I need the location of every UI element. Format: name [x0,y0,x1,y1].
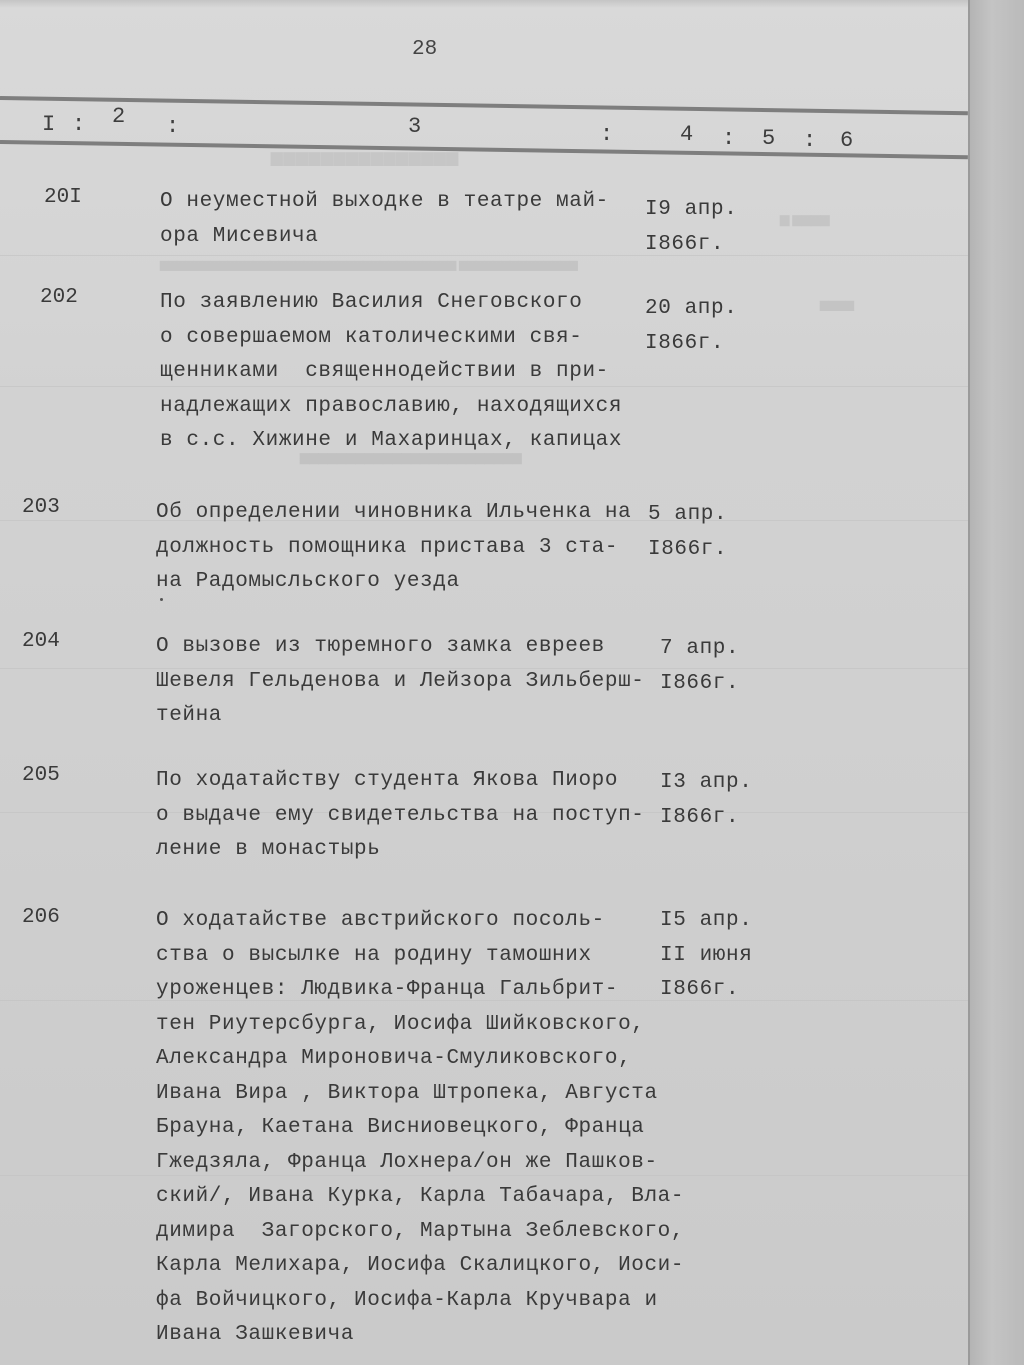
entry-number: 20I [44,186,82,209]
column-header-1: I [42,112,56,137]
entry-date: I3 апр. I866г. [660,771,753,829]
page-top-edge [0,0,968,8]
bleed-through-text: ▆▆▆▆▆▆▆▆▆▆▆▆▆▆▆ [270,149,459,166]
entry-date: 7 апр. I866г. [660,637,740,695]
entry-number: 203 [22,496,60,519]
header-rule-bottom [0,140,968,159]
header-rule-top [0,96,968,115]
ruling-line [0,255,968,256]
entry-description: По заявлению Василия Снеговского о совершаемом католическими свя- щенниками священнодействии в при- надлежащих православию, находящихся в с.с. Хижине и Махаринцах, капицах [160,291,623,452]
entry-description: По ходатайству студента Якова Пиоро о выдаче ему свидетельства на поступ- ление в монастырь [156,769,645,861]
column-separator: : [722,126,736,151]
entry-number: 205 [22,764,60,787]
entry-date: 5 апр. I866г. [648,503,728,561]
column-header-3: 3 [408,114,422,139]
entry-description: О неуместной выходке в театре май- ора Мисевича [160,190,609,248]
stray-mark [160,598,163,601]
column-separator: : [803,128,817,153]
column-separator: : [166,114,180,139]
entry-date: I5 апр. II июня I866г. [660,909,753,1001]
entry-description: Об определении чиновника Ильченка на должность помощника пристава 3 ста- на Радомысльского уезда [156,501,632,593]
entry-number: 204 [22,630,60,653]
column-header-6: 6 [840,128,854,153]
entry-date: I9 апр. I866г. [645,198,738,256]
entry-date: 20 апр. I866г. [645,297,738,355]
page-number: 28 [412,38,438,61]
entry-number: 202 [40,286,78,309]
binder-backing [970,0,1024,1365]
column-separator: : [600,122,614,147]
bleed-through-text: ▆▆▆▆ [820,299,854,311]
column-header-2: 2 [112,104,126,129]
entry-description: О ходатайстве австрийского посоль- ства о высылке на родину тамошних уроженцев: Людвика-Франца Гальбрит- тен Риутерсбурга, Иосифа Шийковского, Александра Мироновича-Смуликовского, Ивана Вира , Виктора Штропека, Августа Брауна, Каетана Висниовецкого, Франца Гжедзяла, Франца Лохнера/он же Пашков- ский/, Ивана Курка, Карла Табачара, Вла- димира Загорского, Мартына Зеблевского, Карла Мелихара, Иосифа Скалицкого, Иоси- фа Войчицкого, Иосифа-Карла Кручвара и Ивана Зашкевича [156,909,685,1346]
column-header-5: 5 [762,126,776,151]
bleed-through-text: ▆▆▆▆ ▆ [780,212,830,226]
bleed-through-text: ▆▆▆▆▆▆▆▆▆▆▆▆▆▆▆▆▆▆▆▆▆▆▆▆ [300,450,522,464]
column-separator: : [72,112,86,137]
entry-description: О вызове из тюремного замка евреев Шевеля Гельденова и Лейзора Зильберш- тейна [156,635,645,727]
entry-number: 206 [22,906,60,929]
bleed-through-text: ▆▆▆▆▆▆▆▆▆▆▆▆▆▆ ▆▆▆▆▆▆▆▆▆▆▆▆▆▆▆▆▆▆▆▆▆▆▆▆▆▆▆▆▆▆▆▆▆▆▆ [160,259,578,271]
column-header-4: 4 [680,122,694,147]
